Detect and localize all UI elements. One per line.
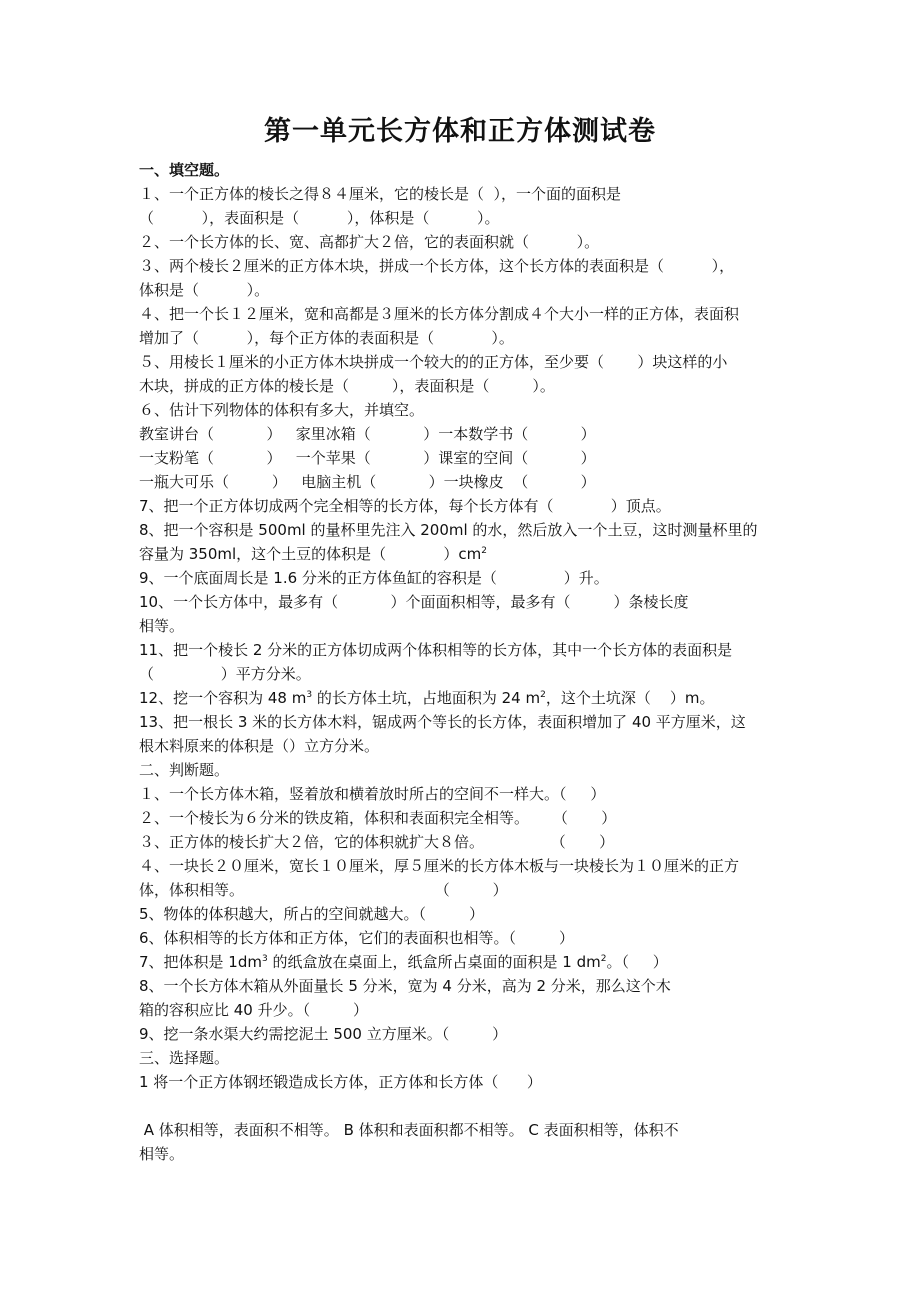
text-line <box>139 878 789 902</box>
text-line <box>139 998 789 1022</box>
text-line <box>139 254 789 278</box>
superscript: 3 <box>306 690 313 700</box>
line-text: 10、一个长方体中，最多有（ ）个面面积相等，最多有（ ）条棱长度 <box>139 593 689 611</box>
line-text: 增加了（ ），每个正方体的表面积是（ ）。 <box>139 329 514 347</box>
text-line <box>139 302 789 326</box>
document-body <box>139 158 789 1166</box>
line-text: 7、把一个正方体切成两个完全相等的长方体，每个长方体有（ ）顶点。 <box>139 497 671 515</box>
line-text: 一瓶大可乐（ ） 电脑主机（ ）一块橡皮 （ ） <box>139 473 596 491</box>
line-text: ４、把一个长１２厘米，宽和高都是３厘米的长方体分割成４个大小一样的正方体，表面积 <box>139 305 740 323</box>
text-line <box>139 494 789 518</box>
line-text: 的纸盒放在桌面上，纸盒所占桌面的面积是 1 dm <box>267 953 601 971</box>
line-text: （ ），表面积是（ ），体积是（ ）。 <box>139 209 500 227</box>
text-line <box>139 662 789 686</box>
text-line <box>139 1046 789 1070</box>
text-line <box>139 902 789 926</box>
line-text: 根木料原来的体积是（）立方分米。 <box>139 737 380 755</box>
text-line <box>139 470 789 494</box>
line-text: 三、选择题。 <box>139 1049 230 1067</box>
text-line <box>139 278 789 302</box>
line-text: 11、把一个棱长 2 分米的正方体切成两个体积相等的长方体，其中一个长方体的表面积是 <box>139 641 733 659</box>
line-text: 8、一个长方体木箱从外面量长 5 分米，宽为 4 分米，高为 2 分米，那么这个木 <box>139 977 671 995</box>
text-line <box>139 566 789 590</box>
blank-line <box>139 1094 789 1118</box>
text-line <box>139 1118 789 1142</box>
line-text: （ ）平方分米。 <box>139 665 311 683</box>
text-line <box>139 518 789 542</box>
text-line <box>139 1070 789 1094</box>
text-line <box>139 230 789 254</box>
line-text: 教室讲台（ ） 家里冰箱（ ）一本数学书（ ） <box>139 425 596 443</box>
superscript: 3 <box>262 954 268 964</box>
text-line <box>139 182 789 206</box>
line-text: 6、体积相等的长方体和正方体，它们的表面积也相等。（ ） <box>139 929 574 947</box>
line-text: 容量为 350ml，这个土豆的体积是（ ）cm <box>139 545 482 563</box>
section-heading <box>139 158 789 182</box>
text-line <box>139 350 789 374</box>
page-title: 第一单元长方体和正方体测试卷 <box>264 116 656 147</box>
text-line <box>139 638 789 662</box>
line-text: ２、一个棱长为６分米的铁皮箱，体积和表面积完全相等。 （ ） <box>139 809 617 827</box>
superscript: 2 <box>600 954 607 964</box>
text-line <box>139 542 789 566</box>
line-text: ２、一个长方体的长、宽、高都扩大２倍，它的表面积就（ ）。 <box>139 233 600 251</box>
line-text: 7、把体积是 1dm <box>139 953 262 971</box>
line-text: 。（ ） <box>606 953 668 971</box>
text-line <box>139 446 789 470</box>
text-line <box>139 206 789 230</box>
line-text: 木块，拼成的正方体的棱长是（ ），表面积是（ ）。 <box>139 377 555 395</box>
line-text: 5、物体的体积越大，所占的空间就越大。（ ） <box>139 905 484 923</box>
text-line <box>139 758 789 782</box>
line-text: 1 将一个正方体钢坯锻造成长方体，正方体和长方体（ ） <box>139 1073 542 1091</box>
line-text: 体，体积相等。 （ ） <box>139 881 508 899</box>
text-line <box>139 926 789 950</box>
line-text: 8、把一个容积是 500ml 的量杯里先注入 200ml 的水，然后放入一个土豆，这时测量杯里的 <box>139 521 758 539</box>
line-text: 体积是（ ）。 <box>139 281 270 299</box>
text-line <box>139 974 789 998</box>
line-text: 箱的容积应比 40 升少。（ ） <box>139 1001 369 1019</box>
line-text: 二、判断题。 <box>139 761 230 779</box>
text-line <box>139 590 789 614</box>
text-line <box>139 398 789 422</box>
text-line <box>139 686 789 710</box>
line-text: 9、挖一条水渠大约需挖泥土 500 立方厘米。（ ） <box>139 1025 508 1043</box>
line-text: 一、填空题。 <box>139 161 230 179</box>
text-line <box>139 614 789 638</box>
line-text: １、一个正方体的棱长之得８４厘米，它的棱长是（ ），一个面的面积是 <box>139 185 622 203</box>
line-text: ，这个土坑深（ ）m。 <box>545 689 715 707</box>
line-text: 一支粉笔（ ） 一个苹果（ ）课室的空间（ ） <box>139 449 596 467</box>
line-text: 9、一个底面周长是 1.6 分米的正方体鱼缸的容积是（ ）升。 <box>139 569 609 587</box>
line-text: ３、两个棱长２厘米的正方体木块，拼成一个长方体，这个长方体的表面积是（ ）， <box>139 257 735 275</box>
superscript: 2 <box>540 690 546 700</box>
text-line <box>139 830 789 854</box>
line-text: 13、把一根长 3 米的长方体木料，锯成两个等长的长方体，表面积增加了 40 平方厘米，这 <box>139 713 746 731</box>
line-text: 12、挖一个容积为 48 m <box>139 689 307 707</box>
text-line <box>139 734 789 758</box>
line-text: 相等。 <box>139 617 185 635</box>
text-line <box>139 1142 789 1166</box>
text-line <box>139 326 789 350</box>
text-line <box>139 710 789 734</box>
line-text: 的长方体土坑，占地面积为 24 m <box>312 689 541 707</box>
text-line <box>139 950 789 974</box>
line-text: ４、一块长２０厘米，宽长１０厘米，厚５厘米的长方体木板与一块棱长为１０厘米的正方 <box>139 857 740 875</box>
line-text: １、一个长方体木箱，竖着放和横着放时所占的空间不一样大。（ ） <box>139 785 606 803</box>
text-line <box>139 782 789 806</box>
line-text: ５、用棱长１厘米的小正方体木块拼成一个较大的的正方体，至少要（ ）块这样的小 <box>139 353 728 371</box>
text-line <box>139 1022 789 1046</box>
line-text: ３、正方体的棱长扩大２倍，它的体积就扩大８倍。 （ ） <box>139 833 615 851</box>
text-line <box>139 854 789 878</box>
text-line <box>139 806 789 830</box>
line-text: A 体积相等，表面积不相等。 B 体积和表面积都不相等。 C 表面积相等，体积不 <box>139 1121 679 1139</box>
text-line <box>139 422 789 446</box>
superscript: 2 <box>481 546 487 556</box>
line-text: 相等。 <box>139 1145 185 1163</box>
text-line <box>139 374 789 398</box>
line-text: ６、估计下列物体的体积有多大，并填空。 <box>139 401 425 419</box>
